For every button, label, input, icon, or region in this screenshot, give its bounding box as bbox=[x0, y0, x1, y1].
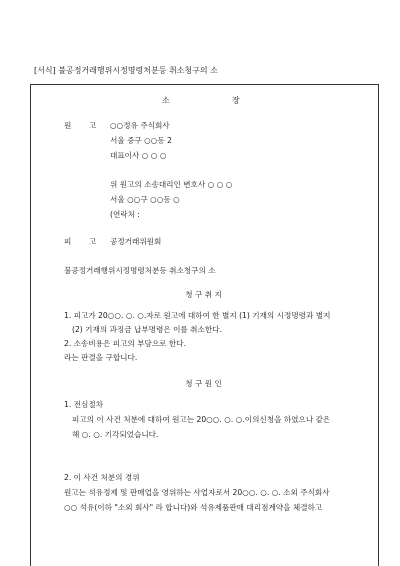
section-2-title: 2. 이 사건 처분의 경위 bbox=[64, 473, 140, 482]
claim-purpose-item-2: 2. 소송비용은 피고의 부담으로 한다. bbox=[64, 339, 187, 348]
plaintiff-label-2: 고 bbox=[89, 121, 97, 130]
plaintiff-representative: 대표이사 ○ ○ ○ bbox=[110, 151, 167, 160]
case-name: 불공정거래행위시정명령처분등 취소청구의 소 bbox=[64, 266, 216, 275]
section-2-line-2: ○○ 석유(이하 "소외 회사" 라 합니다)와 석유제품판매 대리점계약을 체결하고 bbox=[64, 503, 323, 512]
claim-cause-heading: 청 구 원 인 bbox=[185, 379, 222, 388]
plaintiff-name: ○○정유 주식회사 bbox=[110, 121, 170, 130]
defendant-label-1: 피 bbox=[64, 237, 72, 246]
claim-purpose-closing: 라는 판결을 구합니다. bbox=[64, 353, 138, 362]
attorney-contact: (연락처 : bbox=[110, 210, 140, 219]
section-1-line-1: 피고의 이 사건 처분에 대하여 원고는 20○○. ○. ○.이의신청을 하였으나 같은 bbox=[72, 415, 331, 424]
attorney-address: 서울 ○○구 ○○동 ○ bbox=[110, 195, 180, 204]
defendant-name: 공정거래위원회 bbox=[110, 237, 162, 246]
section-1-title: 1. 전심절차 bbox=[64, 400, 104, 409]
title-char-left: 소 bbox=[162, 96, 170, 105]
section-2-line-1: 원고는 석유정제 및 판매업을 영위하는 사업자로서 20○○. ○. ○. 소외 주식회사 bbox=[64, 488, 330, 497]
plaintiff-label-1: 원 bbox=[64, 121, 72, 130]
defendant-label-2: 고 bbox=[89, 237, 97, 246]
title-char-right: 장 bbox=[232, 96, 240, 105]
section-1-line-2: 해 ○. ○. 기각되었습니다. bbox=[72, 430, 159, 439]
claim-purpose-item-1-line-1: 1. 피고가 20○○. ○. ○.자로 원고에 대하여 한 별지 (1) 기재의 시정명령과 별지 bbox=[64, 311, 331, 320]
claim-purpose-heading: 청 구 취 지 bbox=[185, 290, 222, 299]
plaintiff-address: 서울 중구 ○○동 2 bbox=[110, 136, 173, 145]
plaintiff-attorney: 위 원고의 소송대리인 변호사 ○ ○ ○ bbox=[110, 180, 233, 189]
form-caption: [서식] 불공정거래행위시정명령처분등 취소청구의 소 bbox=[34, 66, 218, 75]
claim-purpose-item-1-line-2: (2) 기재의 과징금 납부명령은 이를 취소한다. bbox=[72, 325, 222, 334]
